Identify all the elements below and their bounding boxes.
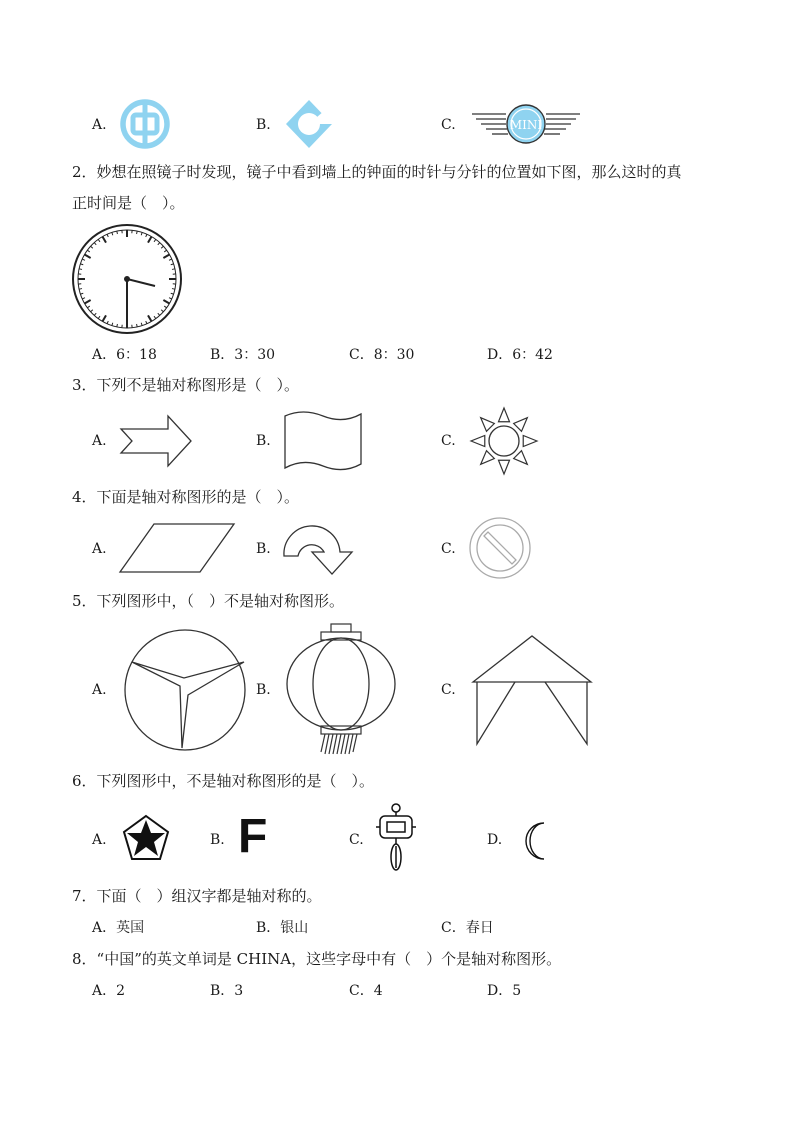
q6-text: 6．下列图形中，不是轴对称图形的是（ ）。 [72, 772, 375, 790]
q5-option-c-label: C. [441, 682, 456, 698]
q6-option-b-label: B. [210, 832, 225, 848]
parallelogram-icon [118, 522, 236, 574]
q3-text: 3．下列不是轴对称图形是（ ）。 [72, 376, 300, 394]
sun-ray [471, 435, 485, 446]
clock-tick [79, 269, 82, 270]
q4-option-c-label: C. [441, 541, 456, 557]
q8-text: 8．“中国”的英文单词是 CHINA，这些字母中有（ ）个是轴对称图形。 [72, 950, 562, 968]
lantern-icon [283, 622, 399, 758]
crescent-moon-icon [518, 821, 550, 861]
q7-option-b: B．银山 [256, 920, 309, 936]
q3-option-c-label: C. [441, 433, 456, 449]
q4-option-a-label: A. [92, 541, 107, 557]
q7-option-a: A．英国 [92, 920, 145, 936]
clock-tick [172, 289, 175, 290]
q3-option-b-label: B. [256, 433, 271, 449]
sun-shape-icon [469, 406, 539, 476]
sun-ray [481, 451, 495, 465]
q4-option-b-label: B. [256, 541, 271, 557]
q6-option-a-label: A. [92, 832, 107, 848]
q2-option-a: A．6：18 [92, 347, 157, 363]
no-sign-icon [468, 516, 532, 580]
q8-option-c: C．4 [349, 983, 383, 999]
q2-option-c: C．8：30 [349, 347, 415, 363]
clock-tick [137, 231, 138, 234]
q8-option-a: A．2 [92, 983, 126, 999]
q1-option-b-label: B. [256, 117, 271, 133]
q2-text-line2: 正时间是（ ）。 [72, 194, 185, 212]
sun-ray [514, 418, 528, 432]
q3-option-a-label: A. [92, 433, 107, 449]
q7-text: 7．下面（ ）组汉字都是轴对称的。 [72, 887, 322, 905]
circle-three-blade-icon [122, 628, 248, 752]
q6-option-d-label: D. [487, 832, 503, 848]
flag-shape-icon [283, 408, 363, 474]
q8-option-d: D．5 [487, 983, 522, 999]
mirror-clock-icon [71, 223, 183, 335]
q7-option-c: C．春日 [441, 920, 494, 936]
q8-option-b: B．3 [210, 983, 244, 999]
clock-tick [79, 289, 82, 290]
clock-tick [117, 231, 118, 234]
q5-text: 5．下列图形中，（ ）不是轴对称图形。 [72, 592, 345, 610]
q2-option-b: B．3：30 [210, 347, 276, 363]
sun-ray [514, 451, 528, 465]
clock-tick [117, 324, 118, 327]
sun-ray [481, 418, 495, 432]
q6-option-c-label: C. [349, 832, 364, 848]
bank-of-china-logo-icon [119, 98, 171, 150]
q2-text-line1: 2．妙想在照镜子时发现，镜子中看到墙上的钟面的时针与分针的位置如下图，那么这时的真 [72, 163, 682, 181]
sun-ray [523, 435, 537, 446]
clock-tick [137, 324, 138, 327]
construction-bank-logo-icon [284, 98, 334, 150]
q4-text: 4．下面是轴对称图形的是（ ）。 [72, 488, 300, 506]
letter-f-icon: F [238, 810, 268, 863]
sun-ray [498, 408, 509, 422]
q2-option-d: D．6：42 [487, 347, 553, 363]
chinese-knot-icon [376, 802, 416, 872]
mini-logo-text: MINI [509, 118, 543, 132]
q1-option-a-label: A. [92, 117, 107, 133]
mini-wings-logo-icon [470, 102, 582, 146]
u-turn-arrow-icon [282, 518, 356, 576]
star-pentagon-icon [122, 814, 170, 862]
triangle-frame-icon [471, 634, 593, 746]
clock-tick [172, 269, 175, 270]
q1-option-c-label: C. [441, 117, 456, 133]
arrow-shape-icon [119, 414, 193, 468]
sun-ray [498, 460, 509, 474]
q5-option-b-label: B. [256, 682, 271, 698]
q5-option-a-label: A. [92, 682, 107, 698]
